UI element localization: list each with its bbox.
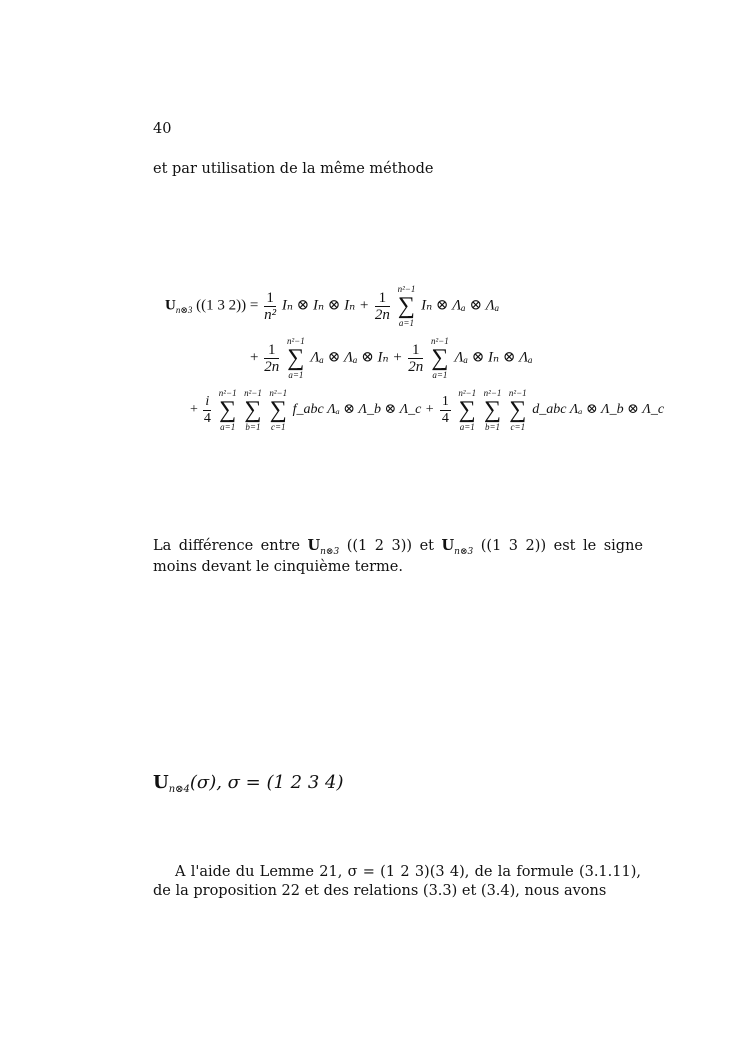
term: Iₙ ⊗ Iₙ ⊗ Iₙ + (281, 297, 370, 314)
term: f_abc Λₐ ⊗ Λ_b ⊗ Λ_c + (292, 402, 435, 418)
fraction (264, 290, 276, 323)
fraction-numerator: i (205, 393, 210, 409)
sigma-symbol: ∑ (269, 397, 287, 423)
sum-lower-limit: a=1 (459, 422, 475, 432)
fraction-numerator: 1 (264, 290, 276, 307)
fraction (375, 290, 390, 323)
sigma-symbol: ∑ (244, 397, 262, 423)
summation (458, 388, 476, 432)
sum-upper-limit: n²−1 (269, 388, 288, 398)
summation (269, 388, 287, 432)
text-run: La différence entre (153, 538, 308, 554)
fraction (203, 394, 211, 427)
sum-upper-limit: n²−1 (244, 388, 262, 398)
sigma-symbol: ∑ (397, 293, 416, 319)
fraction-numerator: 1 (408, 342, 423, 359)
fraction-numerator: 1 (441, 393, 449, 409)
fraction-denominator: 4 (441, 410, 449, 426)
equation-line-3 (190, 388, 664, 432)
summation (431, 336, 449, 380)
operator-subscript: n⊗3 (454, 547, 474, 557)
fraction-denominator: n² (264, 306, 277, 323)
sigma-symbol: ∑ (483, 397, 502, 423)
sum-lower-limit: b=1 (245, 422, 261, 432)
sum-lower-limit: a=1 (432, 370, 448, 380)
text-run: ((1 2 3)) et (339, 538, 442, 554)
operator-u: U (307, 537, 321, 554)
sigma-symbol: ∑ (287, 345, 305, 371)
operator-subscript: n⊗3 (320, 547, 340, 557)
sum-upper-limit: n²−1 (218, 388, 237, 398)
term: Iₙ ⊗ Λₐ ⊗ Λₐ (421, 297, 500, 314)
sum-upper-limit: n²−1 (397, 284, 416, 294)
fraction-denominator: 4 (203, 410, 211, 426)
operator-u: U (165, 297, 176, 314)
fraction-numerator: 1 (264, 342, 279, 359)
summation (244, 388, 262, 432)
operator-u: U (441, 537, 455, 554)
sum-lower-limit: c=1 (510, 422, 526, 432)
sum-lower-limit: a=1 (288, 370, 304, 380)
fraction (440, 394, 451, 427)
equation-line-1 (165, 284, 499, 328)
fraction-denominator: 2n (264, 358, 280, 375)
text-run: ((1 3 2)) est le signe moins devant le cinquième terme. (153, 538, 643, 575)
sum-lower-limit: b=1 (484, 422, 501, 432)
sum-upper-limit: n²−1 (508, 388, 527, 398)
section-heading (153, 772, 344, 793)
difference-paragraph (153, 536, 643, 577)
heading-rest: (σ), σ = (1 2 3 4) (189, 772, 344, 793)
sum-upper-limit: n²−1 (458, 388, 477, 398)
sigma-symbol: ∑ (219, 397, 237, 423)
sigma-symbol: ∑ (431, 345, 449, 371)
operator-subscript: n⊗3 (175, 305, 193, 316)
sum-upper-limit: n²−1 (483, 388, 502, 398)
sum-upper-limit: n²−1 (430, 336, 449, 346)
lemma-paragraph: A l'aide du Lemme 21, σ = (1 2 3)(3 4), de la formule (3.1.11), de la proposition 22 et des relations (3.3) et (3.4), nous avons (153, 864, 641, 899)
summation (484, 388, 502, 432)
fraction-denominator: 2n (374, 306, 390, 323)
intro-paragraph: et par utilisation de la même méthode (153, 161, 434, 177)
fraction-denominator: 2n (408, 358, 424, 375)
summation (398, 284, 416, 328)
sigma-symbol: ∑ (458, 397, 476, 423)
summation (509, 388, 527, 432)
fraction (264, 342, 279, 375)
operator-u: U (153, 772, 169, 793)
sum-upper-limit: n²−1 (286, 336, 305, 346)
equation-line-2 (250, 336, 533, 380)
term: Λₐ ⊗ Iₙ ⊗ Λₐ (454, 349, 533, 366)
term: Λₐ ⊗ Λₐ ⊗ Iₙ + (310, 349, 403, 366)
plus-sign: + (190, 402, 198, 418)
term: d_abc Λₐ ⊗ Λ_b ⊗ Λ_c (532, 402, 665, 418)
page-number: 40 (153, 121, 172, 137)
operator-subscript: n⊗4 (168, 784, 190, 795)
operator-argument: ((1 3 2)) = (196, 297, 259, 314)
sigma-symbol: ∑ (509, 397, 527, 423)
sum-lower-limit: a=1 (398, 318, 414, 328)
sum-lower-limit: c=1 (270, 422, 286, 432)
sum-lower-limit: a=1 (220, 422, 236, 432)
fraction (408, 342, 423, 375)
fraction-numerator: 1 (375, 290, 390, 307)
summation (219, 388, 237, 432)
plus-sign: + (250, 349, 259, 366)
summation (287, 336, 305, 380)
